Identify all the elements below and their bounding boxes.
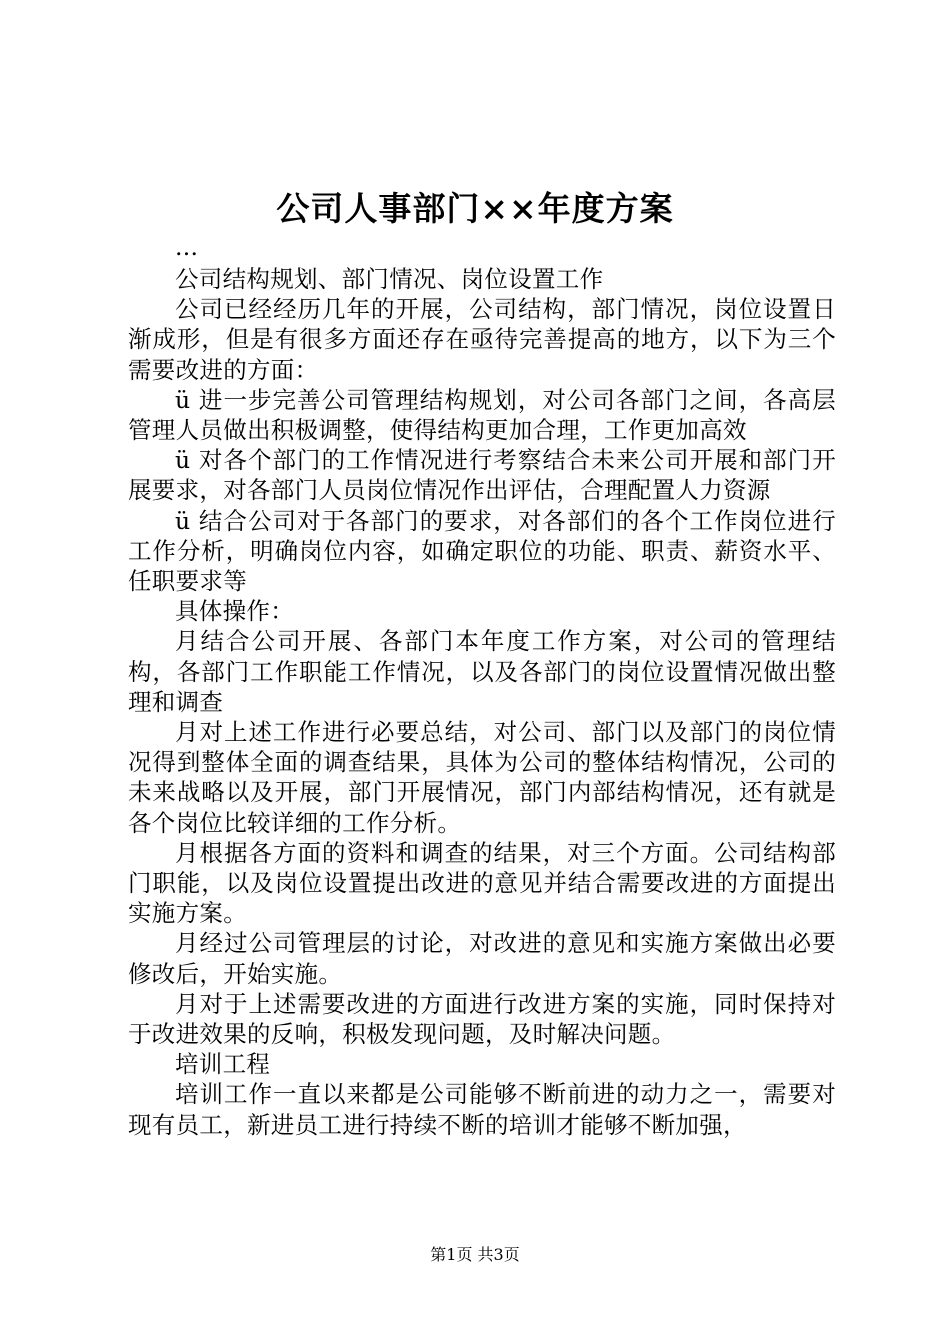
page-footer: 第1页 共3页	[430, 1245, 520, 1264]
document-body	[128, 233, 836, 1140]
paragraph-step-4: 月经过公司管理层的讨论，对改进的意见和实施方案做出必要修改后，开始实施。	[128, 929, 836, 988]
section-heading-structure: 公司结构规划、部门情况、岗位设置工作	[175, 265, 604, 293]
section-heading-training: 培训工程	[175, 1050, 271, 1079]
paragraph-training: 培训工作一直以来都是公司能够不断前进的动力之一，需要对现有员工，新进员工进行持续不断的培训才能够不断加强，	[128, 1080, 836, 1139]
ellipsis-line: ...	[175, 233, 199, 261]
paragraph-step-5: 月对于上述需要改进的方面进行改进方案的实施，同时保持对于改进效果的反响，积极发现问题，及时解决问题。	[128, 989, 836, 1049]
bullet-item-3: ü 结合公司对于各部门的要求，对各部们的各个工作岗位进行工作分析，明确岗位内容，如确定职位的功能、职责、薪资水平、任职要求等	[128, 506, 836, 596]
paragraph-intro: 公司已经经历几年的开展，公司结构，部门情况，岗位设置日渐成形，但是有很多方面还存在亟待完善提高的地方，以下为三个需要改进的方面：	[128, 295, 836, 384]
paragraph-step-2: 月对上述工作进行必要总结，对公司、部门以及部门的岗位情况得到整体全面的调查结果，具体为公司的整体结构情况，公司的未来战略以及开展，部门开展情况，部门内部结构情况，还有就是各个岗位比较详细的工作分析。	[128, 718, 836, 837]
paragraph-step-3: 月根据各方面的资料和调查的结果，对三个方面。公司结构部门职能，以及岗位设置提出改进的意见并结合需要改进的方面提出实施方案。	[128, 838, 836, 928]
bullet-item-1: ü 进一步完善公司管理结构规划，对公司各部门之间，各高层管理人员做出积极调整，使得结构更加合理，工作更加高效	[128, 385, 836, 445]
section-heading-operations: 具体操作：	[175, 597, 294, 626]
paragraph-step-1: 月结合公司开展、各部门本年度工作方案，对公司的管理结构，各部门工作职能工作情况，以及各部门的岗位设置情况做出整理和调查	[128, 627, 836, 716]
bullet-item-2: ü 对各个部门的工作情况进行考察结合未来公司开展和部门开展要求，对各部门人员岗位情况作出评估，合理配置人力资源	[128, 446, 836, 505]
document-title: 公司人事部门××年度方案	[276, 189, 674, 228]
